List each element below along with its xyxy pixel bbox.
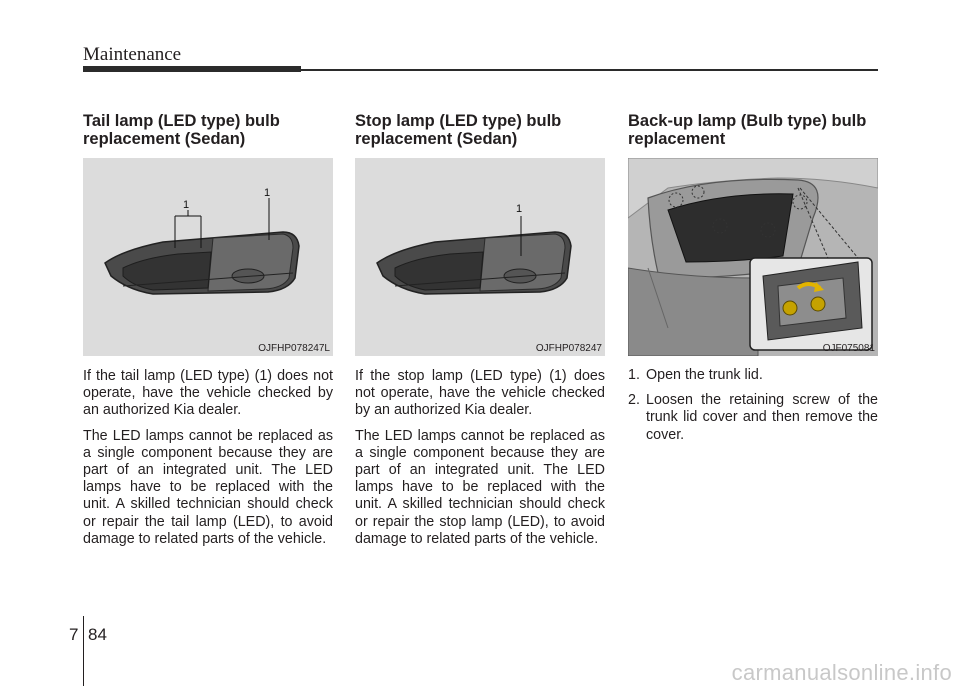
stop-lamp-illustration bbox=[355, 158, 605, 356]
step-text: Loosen the retaining screw of the trunk lid cover and then remove the cover. bbox=[646, 392, 878, 443]
callout-label: 1 bbox=[264, 187, 271, 199]
step-item bbox=[628, 367, 878, 384]
figure-tail-lamp bbox=[83, 158, 333, 356]
section-tail-lamp bbox=[83, 112, 333, 548]
figure-stop-lamp bbox=[355, 158, 605, 356]
tail-lamp-illustration bbox=[83, 158, 333, 356]
step-number: 2. bbox=[628, 392, 640, 409]
paragraph: If the stop lamp (LED type) (1) does not operate, have the vehicle checked by an authorized Kia dealer. bbox=[355, 368, 605, 419]
step-number: 1. bbox=[628, 367, 640, 383]
step-item bbox=[628, 392, 878, 444]
callout-label: 1 bbox=[183, 199, 190, 211]
section-backup-lamp bbox=[628, 112, 878, 452]
section-heading: Stop lamp (LED type) bulb replacement (Sedan) bbox=[355, 112, 562, 148]
header-rule-thin bbox=[301, 69, 878, 71]
callout-label: 1 bbox=[516, 203, 523, 215]
step-text: Open the trunk lid. bbox=[646, 367, 763, 383]
section-stop-lamp bbox=[355, 112, 605, 548]
steps-list bbox=[628, 367, 878, 444]
section-heading: Tail lamp (LED type) bulb replacement (Sedan) bbox=[83, 112, 280, 148]
figure-code: OJFHP078247 bbox=[535, 343, 602, 354]
figure-code: OJF075081 bbox=[822, 343, 875, 354]
chapter-number: 7 bbox=[69, 625, 79, 644]
paragraph: If the tail lamp (LED type) (1) does not operate, have the vehicle checked by an authorized Kia dealer. bbox=[83, 368, 333, 419]
section-heading: Back-up lamp (Bulb type) bulb replacement bbox=[628, 112, 867, 148]
page-separator bbox=[83, 616, 84, 686]
figure-backup-lamp bbox=[628, 158, 878, 356]
header-rule-thick bbox=[83, 66, 301, 72]
figure-code: OJFHP078247L bbox=[258, 343, 330, 354]
page-header-title: Maintenance bbox=[83, 44, 182, 65]
paragraph: The LED lamps cannot be replaced as a single component because they are part of an integrated unit. The LED lamps have to be replaced with the unit. A skilled technician should check or repair the tail lamp (LED), to avoid damage to related parts of the vehicle. bbox=[83, 427, 333, 547]
page-number: 84 bbox=[88, 625, 107, 644]
watermark: carmanualsonline.info bbox=[731, 660, 952, 685]
trunk-lid-illustration bbox=[628, 158, 878, 356]
paragraph: The LED lamps cannot be replaced as a single component because they are part of an integrated unit. The LED lamps have to be replaced with the unit. A skilled technician should check or repair the stop lamp (LED), to avoid damage to related parts of the vehicle. bbox=[355, 427, 605, 547]
